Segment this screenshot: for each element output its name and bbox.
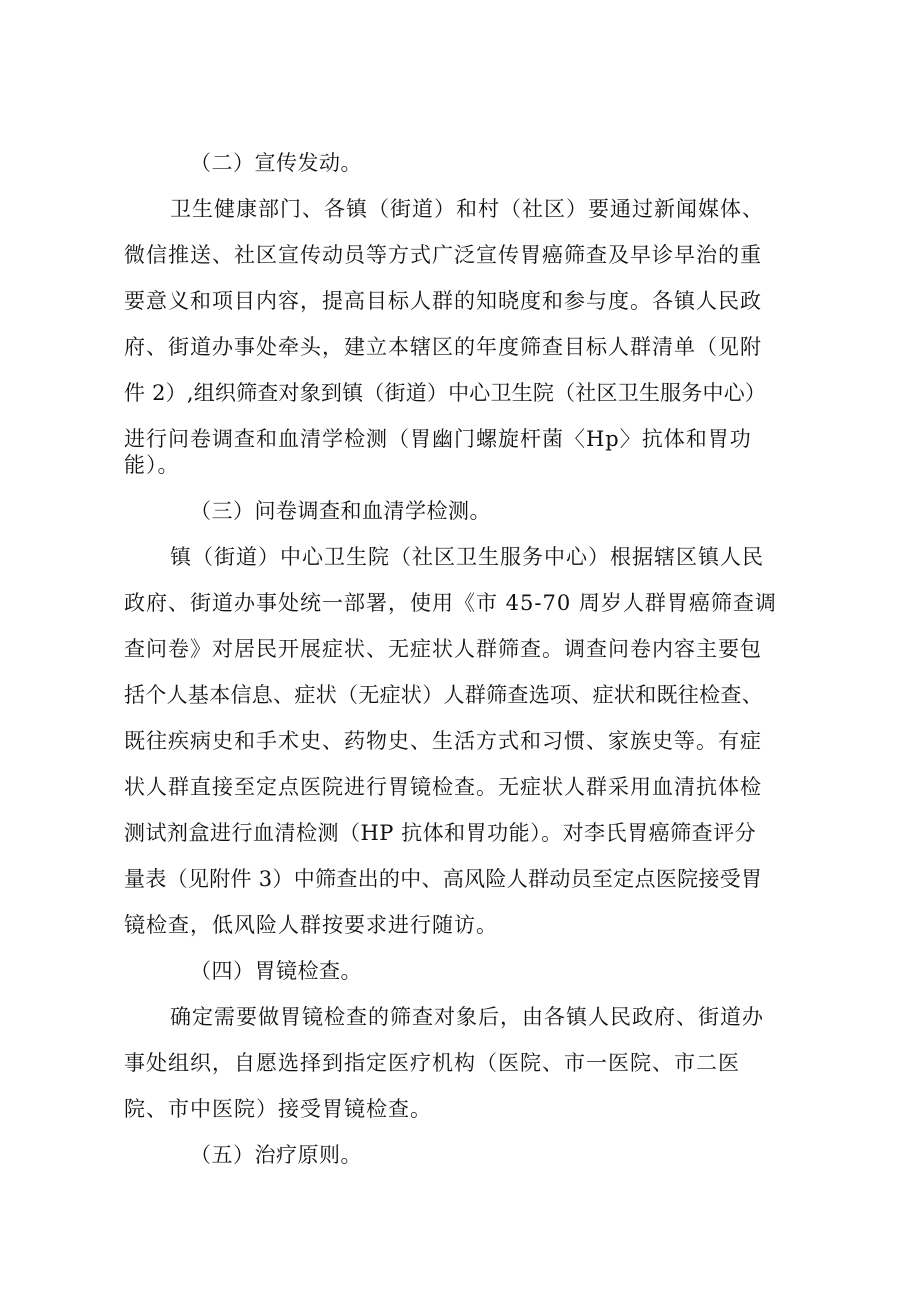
paragraph-line: 进行问卷调查和血清学检测（胃幽门螺旋杆菌〈Hp〉抗体和胃功 bbox=[124, 427, 752, 451]
paragraph-line: 括个人基本信息、症状（无症状）人群筛查选项、症状和既往检查、 bbox=[124, 683, 763, 707]
section-heading-treatment: （五）治疗原则。 bbox=[190, 1143, 362, 1167]
paragraph-line: 测试剂盒进行血清检测（HP 抗体和胃功能）。对李氏胃癌筛查评分 bbox=[124, 821, 757, 845]
paragraph-line: 院、市中医院）接受胃镜检查。 bbox=[124, 1097, 432, 1121]
paragraph-line: 要意义和项目内容，提高目标人群的知晓度和参与度。各镇人民政 bbox=[124, 289, 762, 313]
paragraph-line: 镜检查，低风险人群按要求进行随访。 bbox=[124, 913, 498, 937]
paragraph-line: 镇（街道）中心卫生院（社区卫生服务中心）根据辖区镇人民 bbox=[170, 545, 764, 569]
paragraph-line: 事处组织，自愿选择到指定医疗机构（医院、市一医院、市二医 bbox=[124, 1051, 740, 1075]
paragraph-line: 卫生健康部门、各镇（街道）和村（社区）要通过新闻媒体、 bbox=[170, 197, 764, 221]
section-heading-survey: （三）问卷调查和血清学检测。 bbox=[190, 499, 491, 523]
paragraph-line: 状人群直接至定点医院进行胃镜检查。无症状人群采用血清抗体检 bbox=[124, 775, 762, 799]
paragraph-line: 微信推送、社区宣传动员等方式广泛宣传胃癌筛查及早诊早治的重 bbox=[124, 243, 762, 267]
paragraph-line: 量表（见附件 3）中筛查出的中、高风险人群动员至定点医院接受胃 bbox=[124, 867, 763, 891]
paragraph-line: 能）。 bbox=[124, 453, 180, 477]
paragraph-line: 府、街道办事处牵头，建立本辖区的年度筛查目标人群清单（见附 bbox=[124, 335, 762, 359]
paragraph-line: 件 2）,组织筛查对象到镇（街道）中心卫生院（社区卫生服务中心） bbox=[124, 381, 767, 405]
paragraph-line: 既往疾病史和手术史、药物史、生活方式和习惯、家族史等。有症 bbox=[124, 729, 762, 753]
section-heading-gastroscopy: （四）胃镜检查。 bbox=[190, 959, 362, 983]
section-heading-publicity: （二）宣传发动。 bbox=[190, 151, 362, 175]
paragraph-line: 查问卷》对居民开展症状、无症状人群筛查。调查问卷内容主要包 bbox=[124, 637, 762, 661]
paragraph-line: 政府、街道办事处统一部署，使用《市 45-70 周岁人群胃癌筛查调 bbox=[124, 591, 777, 615]
paragraph-line: 确定需要做胃镜检查的筛查对象后，由各镇人民政府、街道办 bbox=[170, 1005, 764, 1029]
